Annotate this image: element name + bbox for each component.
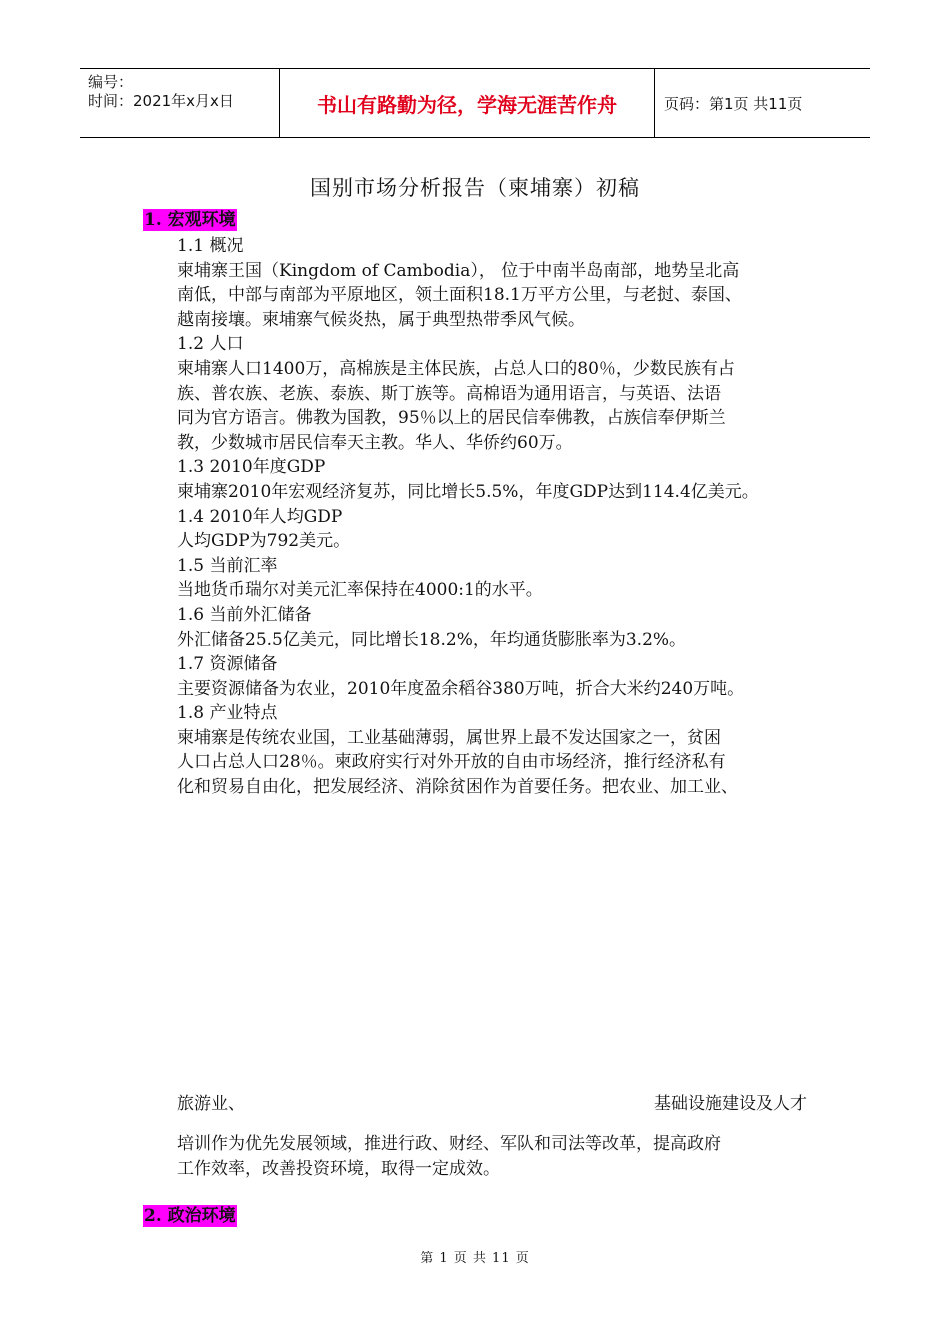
text-line: 人均GDP为792美元。: [177, 531, 351, 552]
text-line: 1.3 2010年度GDP: [177, 457, 326, 478]
split-line-left: 旅游业、: [177, 1094, 245, 1114]
text-line: 培训作为优先发展领域，推进行政、财经、军队和司法等改革，提高政府: [177, 1134, 721, 1154]
number-label: 编号：: [88, 73, 134, 91]
text-line: 同为官方语言。佛教为国教，95％以上的居民信奉佛教，占族信奉伊斯兰: [177, 408, 726, 429]
section-2-heading: 2. 政治环境: [144, 1206, 236, 1226]
text-line: 柬埔寨人口1400万，高棉族是主体民族，占总人口的80％，少数民族有占: [177, 358, 735, 379]
text-line: 工作效率，改善投资环境，取得一定成效。: [177, 1159, 500, 1179]
text-line: 柬埔寨2010年宏观经济复苏，同比增长5.5%，年度GDP达到114.4亿美元。: [177, 481, 759, 502]
section-1-body: [177, 234, 817, 800]
header-slogan: 书山有路勤为径，学海无涯苦作舟: [280, 69, 655, 137]
text-line: 1.8 产业特点: [177, 703, 278, 724]
header-table: [80, 68, 870, 138]
text-line: 越南接壤。柬埔寨气候炎热，属于典型热带季风气候。: [177, 309, 585, 330]
text-line: 教，少数城市居民信奉天主教。华人、华侨约60万。: [177, 432, 573, 453]
text-line: 人口占总人口28％。柬政府实行对外开放的自由市场经济，推行经济私有: [177, 752, 726, 773]
split-line-right: 基础设施建设及人才: [654, 1094, 807, 1114]
text-line: 外汇储备25.5亿美元，同比增长18.2%，年均通货膨胀率为3.2%。: [177, 629, 687, 650]
text-line: 当地货币瑞尔对美元汇率保持在4000:1的水平。: [177, 580, 543, 601]
page-footer: 第 1 页 共 11 页: [420, 1251, 530, 1266]
text-line: 南低，中部与南部为平原地区，领土面积18.1万平方公里，与老挝、泰国、: [177, 285, 742, 306]
text-line: 族、普农族、老族、泰族、斯丁族等。高棉语为通用语言，与英语、法语: [177, 383, 721, 404]
text-line: 1.6 当前外汇储备: [177, 604, 312, 625]
date-label: 时间：2021年x月x日: [88, 92, 234, 110]
text-line: 主要资源储备为农业，2010年度盈余稻谷380万吨，折合大米约240万吨。: [177, 678, 745, 699]
text-line: 1.5 当前汇率: [177, 555, 278, 576]
document-title: 国别市场分析报告（柬埔寨）初稿: [310, 176, 640, 200]
section-1-continued: [177, 1132, 817, 1182]
text-line: 1.4 2010年人均GDP: [177, 506, 343, 527]
text-line: 1.2 人口: [177, 334, 244, 355]
header-page-info: 页码：第1页 共11页: [664, 94, 803, 113]
section-1-heading: 1. 宏观环境: [144, 210, 236, 230]
text-line: 1.1 概况: [177, 236, 244, 256]
text-line: 化和贸易自由化，把发展经济、消除贫困作为首要任务。把农业、加工业、: [177, 777, 738, 798]
text-line: 柬埔寨王国（Kingdom of Cambodia）， 位于中南半岛南部，地势呈北高: [177, 260, 740, 281]
text-line: 柬埔寨是传统农业国，工业基础薄弱，属世界上最不发达国家之一，贫困: [177, 727, 721, 748]
split-line: [177, 1092, 807, 1116]
text-line: 1.7 资源储备: [177, 654, 278, 675]
header-meta-cell: [80, 69, 280, 137]
